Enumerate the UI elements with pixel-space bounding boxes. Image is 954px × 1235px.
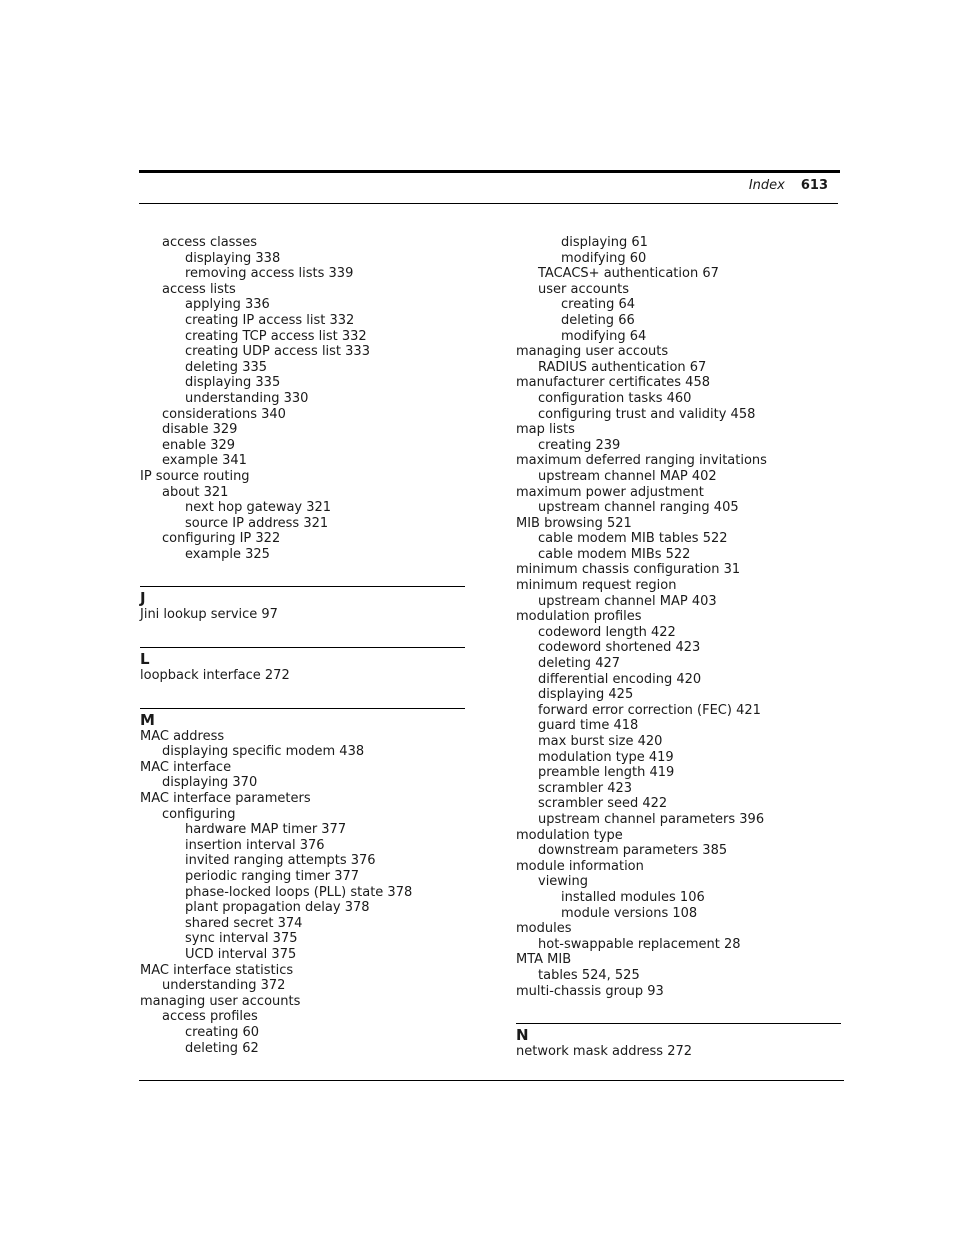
index-subentry: upstream channel MAP 403 [538, 593, 717, 609]
index-subentry: hot-swappable replacement 28 [538, 936, 741, 952]
index-subentry: about 321 [162, 484, 229, 500]
index-subentry: modulation type 419 [538, 749, 674, 765]
index-entry: map lists [516, 422, 575, 438]
index-subentry: insertion interval 376 [185, 837, 325, 853]
running-title: Index [748, 178, 785, 193]
index-entry: maximum deferred ranging invitations [516, 453, 767, 469]
index-subentry: creating IP access list 332 [185, 312, 355, 328]
index-subentry: phase-locked loops (PLL) state 378 [185, 884, 413, 900]
index-subentry: UCD interval 375 [185, 946, 297, 962]
index-subentry: TACACS+ authentication 67 [538, 266, 719, 282]
index-subentry: max burst size 420 [538, 734, 663, 749]
page-number: 613 [800, 178, 828, 193]
index-subentry: scrambler seed 422 [538, 796, 668, 812]
index-subentry: modifying 60 [561, 250, 647, 266]
index-column-right [516, 235, 842, 1060]
index-subentry: forward error correction (FEC) 421 [538, 702, 761, 718]
index-entry: MAC address [140, 728, 225, 744]
index-entry: MAC interface statistics [140, 962, 294, 978]
index-subentry: upstream channel MAP 402 [538, 468, 717, 484]
index-subentry: enable 329 [162, 437, 236, 453]
index-entry: minimum chassis configuration 31 [516, 562, 741, 578]
index-subentry: configuring IP 322 [162, 531, 281, 547]
index-subentry: configuration tasks 460 [538, 390, 692, 406]
index-subentry: access profiles [162, 1009, 258, 1025]
index-subentry: configuring [162, 806, 236, 822]
index-subentry: periodic ranging timer 377 [185, 869, 360, 884]
header-rule [139, 203, 838, 204]
index-subentry: next hop gateway 321 [185, 500, 332, 516]
index-subentry: deleting 66 [561, 312, 635, 328]
index-section-m [140, 708, 465, 1056]
section-letter: M [140, 710, 155, 729]
index-entry: Jini lookup service 97 [140, 607, 278, 623]
section-divider [140, 708, 465, 709]
section-divider [140, 647, 465, 648]
index-subentry: preamble length 419 [538, 765, 675, 781]
bottom-rule [139, 1080, 844, 1081]
index-entry: modulation profiles [516, 609, 642, 625]
index-section-continued [516, 235, 842, 999]
index-entry: manufacturer certificates 458 [516, 375, 710, 391]
index-entry: MTA MIB [516, 952, 572, 968]
index-subentry: creating 239 [538, 437, 621, 453]
index-subentry: considerations 340 [162, 406, 286, 422]
index-subentry: shared secret 374 [185, 915, 303, 931]
index-section-j [140, 586, 465, 623]
index-subentry: modifying 64 [561, 328, 647, 344]
section-letter: L [140, 650, 150, 669]
index-subentry: guard time 418 [538, 718, 639, 734]
index-subentry: configuring trust and validity 458 [538, 406, 756, 422]
index-section-n [516, 1023, 842, 1060]
index-subentry: upstream channel parameters 396 [538, 811, 765, 827]
section-letter: J [140, 589, 146, 608]
index-subentry: differential encoding 420 [538, 671, 702, 687]
index-subentry: module versions 108 [561, 905, 698, 921]
index-subentry: access classes [162, 235, 257, 250]
index-subentry: user accounts [538, 281, 630, 297]
index-subentry: installed modules 106 [561, 889, 705, 905]
index-entry: network mask address 272 [516, 1044, 693, 1060]
index-subentry: removing access lists 339 [185, 266, 354, 282]
index-subentry: tables 524, 525 [538, 967, 640, 983]
index-subentry: hardware MAP timer 377 [185, 822, 347, 838]
index-entry: IP source routing [140, 468, 250, 484]
index-entry: maximum power adjustment [516, 484, 704, 500]
index-entry: managing user accounts [140, 993, 301, 1009]
index-entry: multi-chassis group 93 [516, 983, 664, 999]
index-entry: minimum request region [516, 578, 677, 594]
index-entry: modulation type [516, 827, 623, 843]
index-subentry: cable modem MIBs 522 [538, 546, 691, 562]
index-subentry: applying 336 [185, 297, 270, 313]
index-subentry: deleting 62 [185, 1040, 259, 1056]
index-section-continued [140, 235, 465, 562]
index-entry: modules [516, 921, 572, 937]
index-subentry: plant propagation delay 378 [185, 900, 370, 916]
index-entry: MIB browsing 521 [516, 515, 632, 531]
running-head [749, 178, 828, 194]
section-letter: N [516, 1026, 529, 1045]
index-subentry: disable 329 [162, 422, 238, 438]
index-entry: module information [516, 858, 644, 874]
index-entry: MAC interface parameters [140, 791, 311, 807]
section-divider [516, 1023, 841, 1024]
index-subentry: codeword shortened 423 [538, 640, 701, 656]
index-subentry: codeword length 422 [538, 624, 676, 640]
index-subentry: downstream parameters 385 [538, 843, 728, 859]
index-subentry: displaying 425 [538, 687, 634, 703]
index-subentry: creating 60 [185, 1024, 260, 1040]
index-subentry: creating UDP access list 333 [185, 344, 370, 360]
index-subentry: viewing [538, 874, 589, 890]
index-subentry: scrambler 423 [538, 780, 633, 796]
index-subentry: displaying 370 [162, 775, 258, 791]
index-subentry: example 325 [185, 546, 270, 562]
index-subentry: access lists [162, 281, 236, 297]
index-subentry: deleting 335 [185, 359, 268, 375]
index-subentry: creating 64 [561, 297, 636, 313]
index-entry: loopback interface 272 [140, 668, 290, 684]
index-subentry: displaying 338 [185, 250, 281, 266]
index-subentry: displaying specific modem 438 [162, 744, 365, 760]
index-subentry: deleting 427 [538, 656, 621, 672]
index-entry: MAC interface [140, 759, 232, 775]
index-subentry: displaying 61 [561, 235, 648, 250]
index-section-l [140, 647, 465, 684]
index-entry: managing user accouts [516, 344, 669, 360]
index-subentry: understanding 330 [185, 390, 309, 406]
index-subentry: cable modem MIB tables 522 [538, 531, 728, 547]
index-subentry: example 341 [162, 453, 247, 469]
index-subentry: understanding 372 [162, 978, 286, 994]
index-subentry: sync interval 375 [185, 931, 298, 947]
index-subentry: source IP address 321 [185, 515, 329, 531]
index-subentry: displaying 335 [185, 375, 281, 391]
index-subentry: invited ranging attempts 376 [185, 853, 376, 869]
top-rule [139, 170, 840, 173]
index-subentry: creating TCP access list 332 [185, 328, 367, 344]
index-subentry: upstream channel ranging 405 [538, 500, 739, 516]
index-column-left [140, 235, 465, 1056]
section-divider [140, 586, 465, 587]
index-subentry: RADIUS authentication 67 [538, 359, 707, 375]
